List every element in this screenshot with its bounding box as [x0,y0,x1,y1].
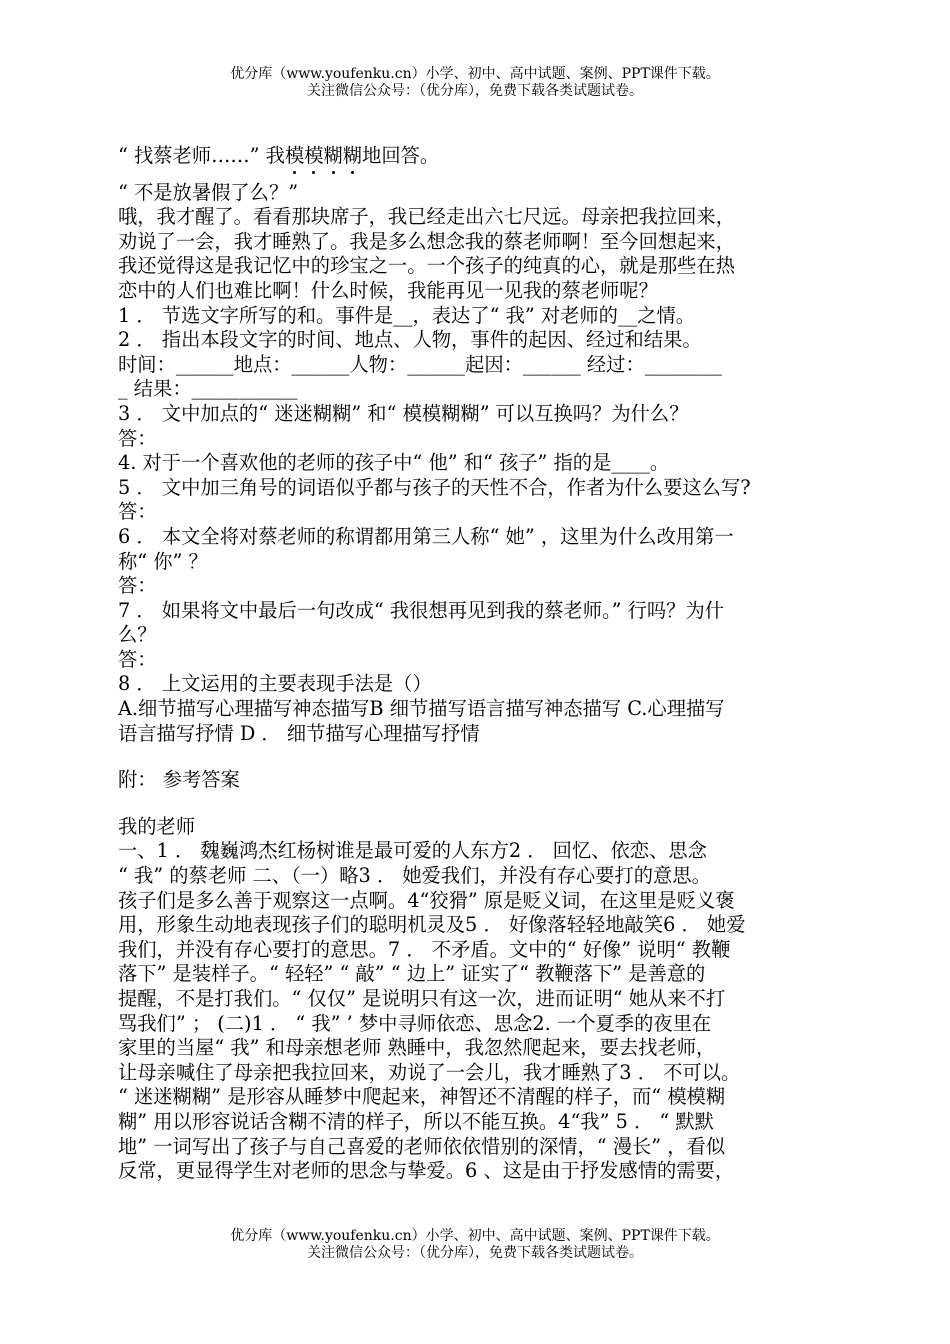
question-line: 6 ． 本文全将对蔡老师的称谓都用第三人称“ 她” ，这里为什么改用第一 [118,524,734,548]
question-line: 1 ． 节选文字所写的和。事件是__，表达了“ 我” 对老师的__之情。 [118,303,696,327]
question-line: 4. 对于一个喜欢他的老师的孩子中“ 他” 和“ 孩子” 指的是____。 [118,451,670,475]
answer-line: 答： [118,500,157,524]
dialogue-line-2: “ 不是放暑假了么？” [118,180,299,204]
dotted-char: 模 [304,144,324,167]
question-line: _ 结果：___________ [118,377,298,401]
question-line: 7 ． 如果将文中最后一句改成“ 我很想再见到我的蔡老师。” 行吗？为什 [118,598,725,622]
answer-key-line: 一、1 ． 魏巍鸿杰红杨树谁是最可爱的人东方2 ． 回忆、依恋、思念 [118,839,707,863]
choice-line: A.细节描写心理描写神态描写B 细节描写语言描写神态描写 C.心理描写 [118,697,725,721]
answer-key-line: 家里的当屋“ 我” 和母亲想老师 熟睡中，我忽然爬起来，要去找老师， [118,1036,716,1060]
question-line: 5 ． 文中加三角号的词语似乎都与孩子的天性不合，作者为什么要这么写? [118,475,751,499]
answer-line: 答： [118,426,157,450]
dialogue-line-1: “ 找蔡老师……” 我模模糊糊地回答。 [118,144,440,167]
choice-line: 语言描写抒情 D ． 细节描写心理描写抒情 [118,721,480,745]
appendix-title: 我的老师 [118,814,196,838]
answer-key-line: 骂我们” ； (二)1 ． “ 我” ’ 梦中寻师依恋、思念2. 一个夏季的夜里在 [118,1011,712,1035]
answer-key-line: “ 我” 的蔡老师 二、（一）略3 ． 她爱我们，并没有存心要打的意思。 [118,864,711,888]
paragraph-line: 劝说了一会，我才睡熟了。我是多么想念我的蔡老师啊！至今回想起来， [118,229,735,253]
answer-key-line: 反常，更显得学生对老师的思念与挚爱。6 、这是由于抒发感情的需要， [118,1159,735,1183]
answer-line: 答： [118,647,157,671]
question-line: 称“ 你” ？ [118,549,208,573]
header-line-1: 优分库（www.youfenku.cn）小学、初中、高中试题、案例、PPT课件下载。 [230,66,720,82]
footer-line-1: 优分库（www.youfenku.cn）小学、初中、高中试题、案例、PPT课件下载。 [230,1228,720,1244]
dotted-char: 糊 [323,144,343,167]
answer-key-line: “ 迷迷糊糊” 是形容从睡梦中爬起来，神智还不清醒的样子，而“ 模模糊 [118,1085,726,1109]
answer-key-line: 提醒，不是打我们。“ 仅仅” 是说明只有这一次，进而证明“ 她从来不打 [118,987,726,1010]
answer-key-line: 让母亲喊住了母亲把我拉回来，劝说了一会儿，我才睡熟了3 ． 不可以。 [118,1060,741,1084]
question-line: 2 ． 指出本段文字的时间、地点、人物，事件的起因、经过和结果。 [118,328,702,352]
paragraph-line: 哦，我才醒了。看看那块席子，我已经走出六七尺远。母亲把我拉回来， [118,205,735,229]
question-line: 么？ [118,623,157,647]
question-line: 8 ． 上文运用的主要表现手法是（） [118,672,432,696]
dotted-char: 模 [284,144,305,167]
question-line: 3 ． 文中加点的“ 迷迷糊糊” 和“ 模模糊糊” 可以互换吗？为什么？ [118,401,689,425]
header-line-2: 关注微信公众号：（优分库），免费下载各类试题试卷。 [307,83,643,99]
question-line: 时间：______地点：______人物：______起因：______ 经过：________ [118,352,722,376]
paragraph-line: 我还觉得这是我记忆中的珍宝之一。一个孩子的纯真的心，就是那些在热 [118,254,735,278]
footer-line-2: 关注微信公众号：（优分库），免费下载各类试题试卷。 [307,1245,643,1261]
appendix-label: 附： 参考答案 [118,768,240,792]
answer-key-line: 落下” 是装样子。“ 轻轻” “ 敲” “ 边上” 证实了“ 教鞭落下” 是善意的 [118,962,706,986]
answer-key-line: 地” 一词写出了孩子与自己喜爱的老师依依惜别的深情，“ 漫长” ，看似 [118,1134,726,1158]
paragraph-line: 恋中的人们也难比啊！什么时候，我能再见一见我的蔡老师呢？ [118,278,658,302]
answer-key-line: 用，形象生动地表现孩子们的聪明机灵及5 ． 好像落轻轻地敲笑6 ． 她爱 [118,913,746,937]
answer-key-line: 我们，并没有存心要打的意思。7 ． 不矛盾。文中的“ 好像” 说明“ 教鞭 [118,937,731,961]
answer-line: 答： [118,574,157,598]
page-footer [0,1228,950,1262]
page-header [0,66,950,100]
answer-key-line: 糊” 用以形容说话含糊不清的样子，所以不能互换。4“我” 5 ． “ 默默 [118,1109,714,1133]
dotted-char: 糊 [342,144,363,167]
document-body [118,144,840,1184]
answer-key-line: 孩子们是多么善于观察这一点啊。4“狡猾” 原是贬义词，在这里是贬义褒 [118,888,735,912]
